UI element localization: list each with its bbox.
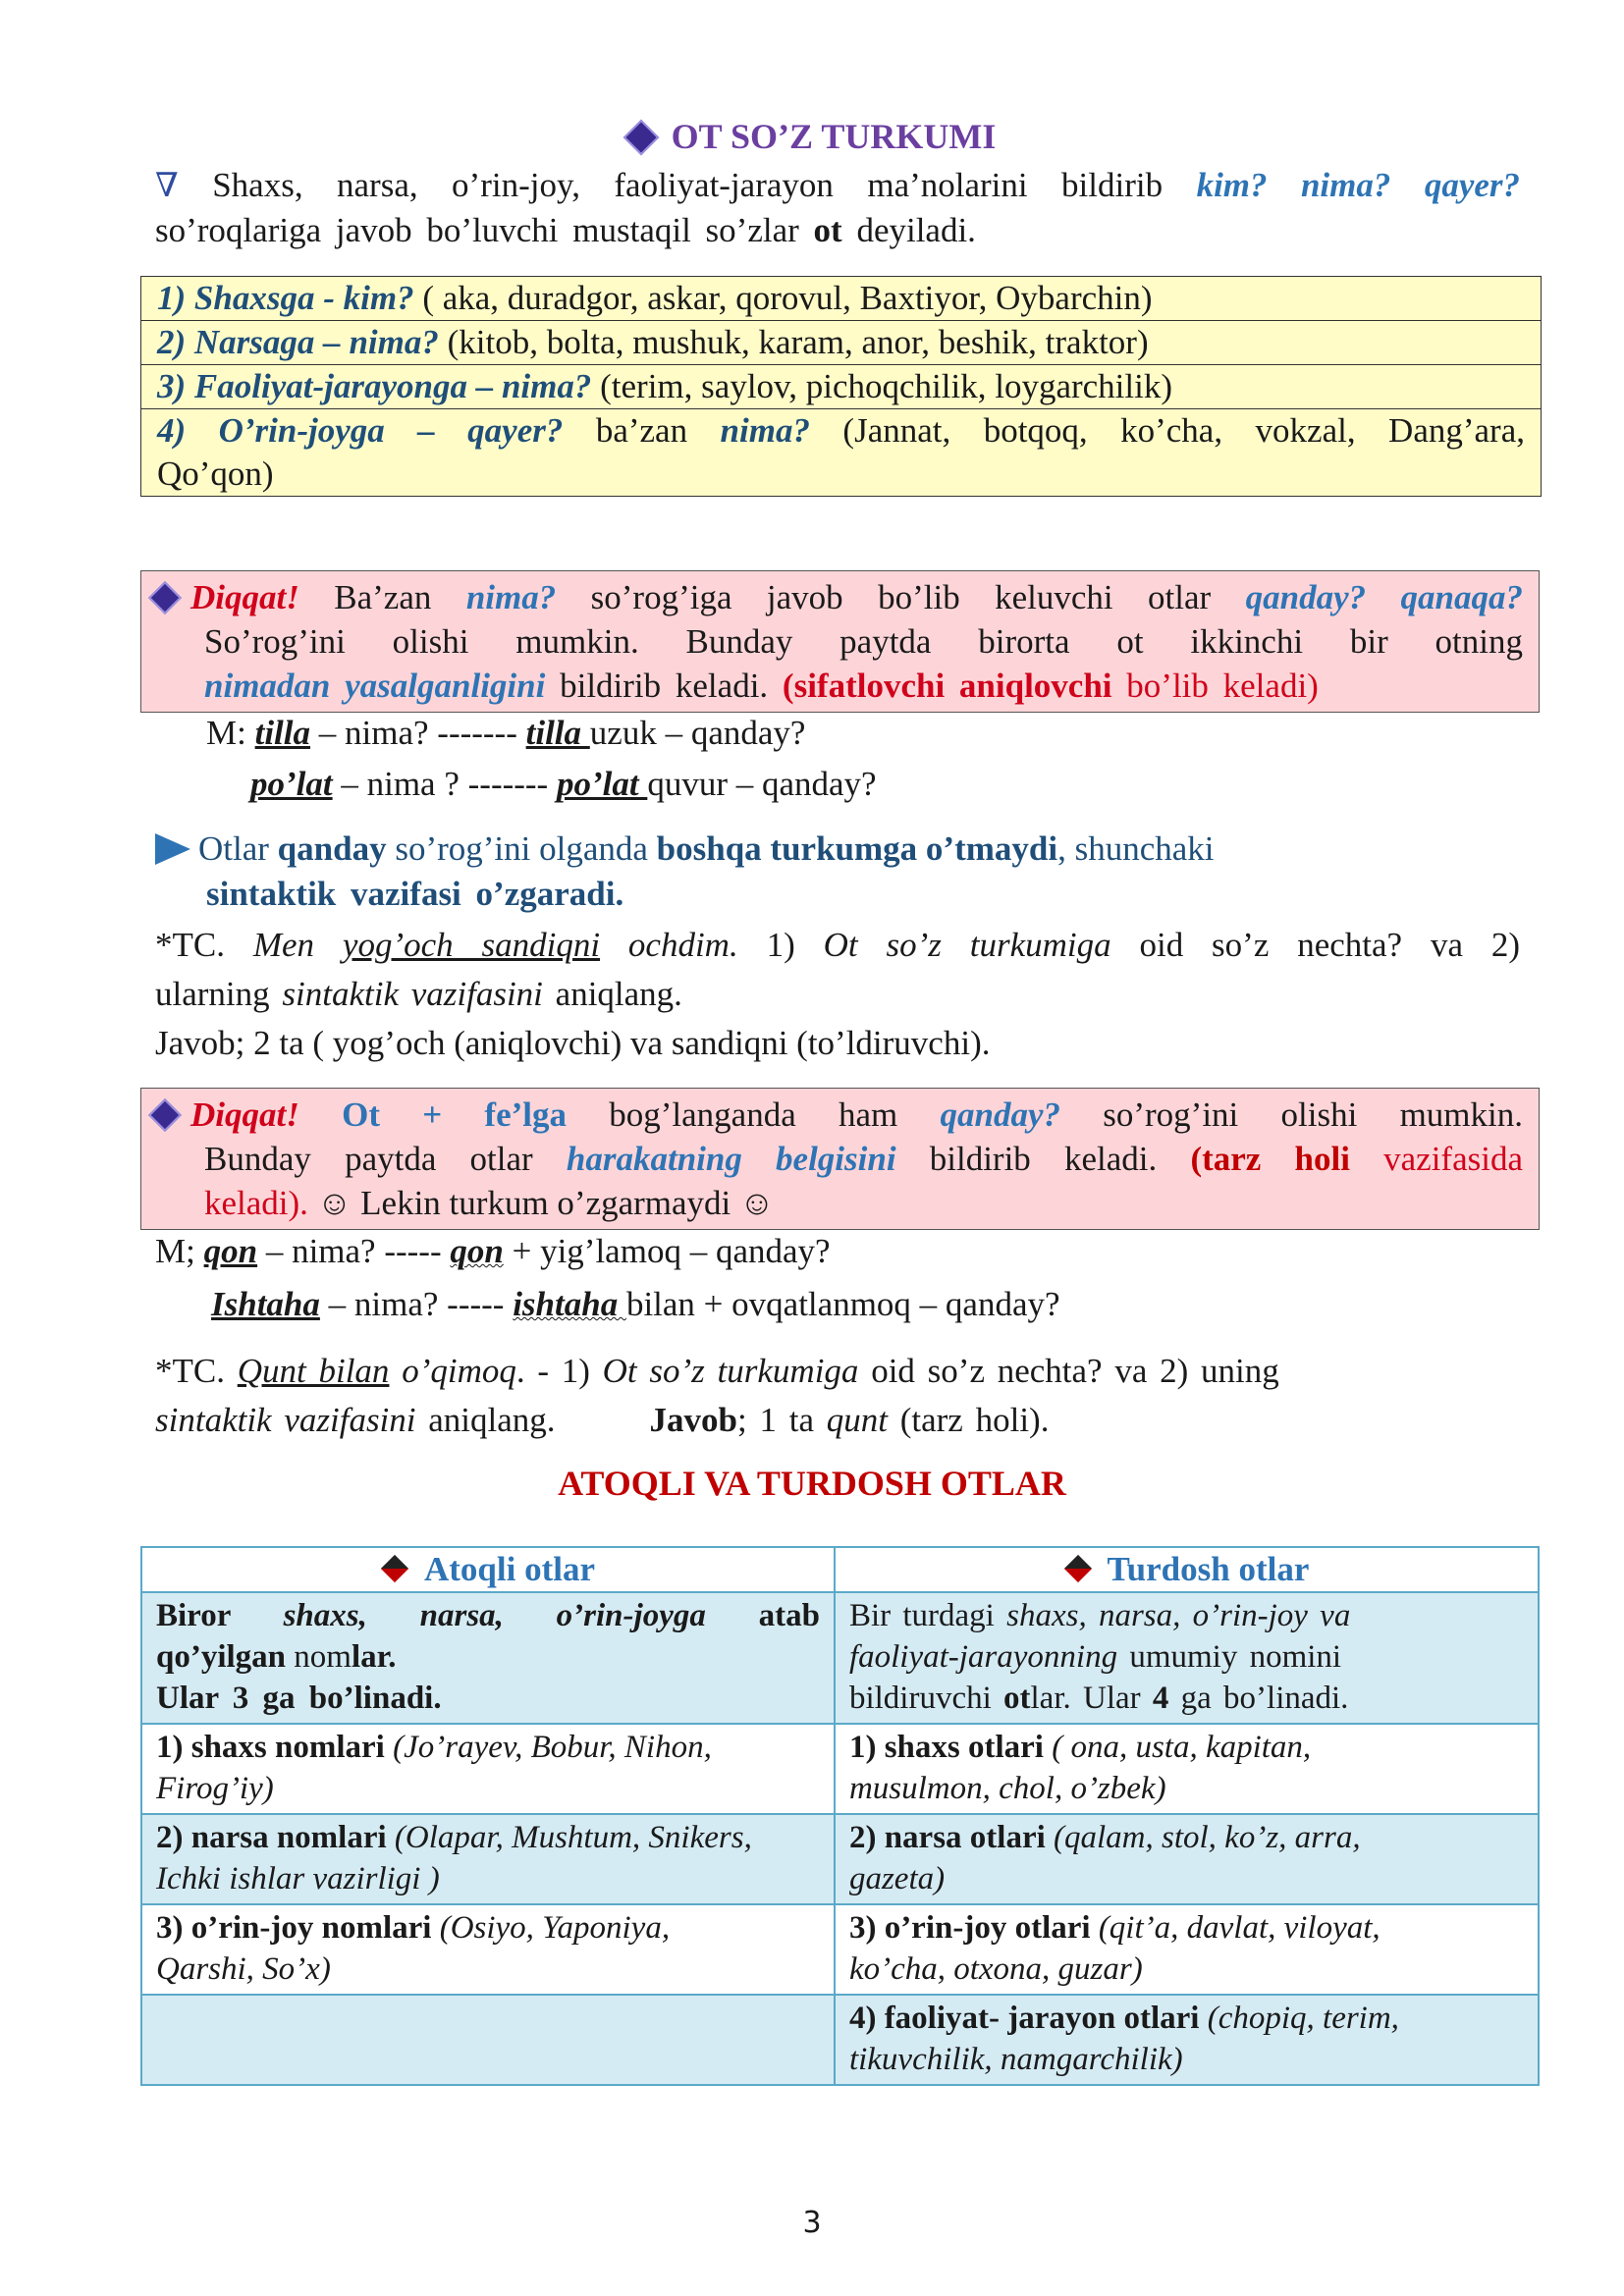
- cell-text: atab: [705, 1598, 820, 1633]
- diamond-icon: [623, 119, 659, 155]
- example-text: bilan + ovqatlanmoq – qanday?: [625, 1285, 1060, 1323]
- cell-line: [849, 1817, 1524, 1858]
- cell-line: [156, 1636, 820, 1678]
- table-header-common: [835, 1547, 1539, 1592]
- cell-text: (Olapar, Mushtum, Snikers,: [386, 1820, 752, 1855]
- header-text: Turdosh otlar: [1107, 1550, 1310, 1588]
- table-cell: [835, 1592, 1539, 1724]
- task-prefix: *TC.: [155, 926, 253, 964]
- diqqat-label: Diqqat!: [190, 1095, 299, 1134]
- example-prefix: M:: [206, 714, 255, 752]
- note-text: ☺ Lekin turkum o’zgarmaydi ☺: [307, 1184, 775, 1222]
- task-text: . - 1): [515, 1352, 603, 1390]
- type-label: 3) Faoliyat-jarayonga –: [157, 367, 502, 405]
- cell-text: ga bo’linadi.: [1168, 1681, 1349, 1716]
- task-text: Ot so’z turkumiga: [602, 1352, 859, 1390]
- table-cell: [141, 1814, 835, 1904]
- task-text: 1): [737, 926, 824, 964]
- cell-line: musulmon, chol, o’zbek): [848, 1771, 1166, 1806]
- noun-types-box: [140, 276, 1542, 497]
- cell-text: shaxs, narsa, o’rin-joyga: [283, 1598, 706, 1633]
- task-text: aniqlang.: [542, 975, 682, 1013]
- note2-line-3: [153, 1181, 1523, 1225]
- type-question-2: nima?: [720, 411, 810, 450]
- cell-text: umumiy nomini: [1117, 1639, 1342, 1675]
- task-text: ochdim.: [600, 926, 738, 964]
- note-question: nima?: [465, 578, 557, 616]
- note-emph: Ot + fe’lga: [298, 1095, 567, 1134]
- section-title: [0, 116, 1624, 157]
- cell-line: tikuvchilik, namgarchilik): [848, 2042, 1183, 2077]
- table-row: [141, 1995, 1539, 2085]
- section-title-text: OT SO’Z TURKUMI: [671, 117, 997, 156]
- task-text: Men: [252, 926, 343, 964]
- note-red: bo’lib keladi): [1111, 667, 1319, 705]
- task-2-line-2: [155, 1398, 1049, 1443]
- example-text: + yig’lamoq – qanday?: [503, 1232, 831, 1270]
- example-1-line-2: [250, 762, 877, 807]
- cell-line: [156, 1907, 820, 1949]
- cell-line: [156, 1727, 820, 1768]
- example-word: tilla: [525, 714, 590, 752]
- task-2-line-1: [155, 1349, 1279, 1394]
- table-row: [141, 1724, 1539, 1814]
- note-box-1: [140, 570, 1540, 713]
- table-cell: [835, 1814, 1539, 1904]
- cell-line: [849, 1727, 1524, 1768]
- note-text: so’rog’ini olishi mumkin.: [1060, 1095, 1523, 1134]
- task-text: aniqlang.: [415, 1401, 556, 1439]
- note-text: bildirib keladi.: [895, 1140, 1191, 1178]
- type-examples: (terim, saylov, pichoqchilik, loygarchilik): [591, 367, 1173, 405]
- def-text-2: so’roqlariga javob bo’luvchi mustaqil so’zlar: [155, 211, 814, 249]
- noun-type-row: [141, 277, 1541, 321]
- arrow-icon: [155, 833, 190, 865]
- cell-text: 3) o’rin-joy nomlari: [156, 1910, 432, 1946]
- diqqat-label: Diqqat!: [190, 578, 299, 616]
- cell-text: ( ona, usta, kapitan,: [1043, 1730, 1312, 1765]
- example-text: – nima? -------: [310, 714, 526, 752]
- cell-text: 1) shaxs otlari: [848, 1730, 1044, 1765]
- cell-text: Bir turdagi: [848, 1598, 1007, 1633]
- cell-line: [849, 1678, 1524, 1719]
- task-text: qunt: [826, 1401, 888, 1439]
- example-2-line-1: [155, 1229, 831, 1274]
- task-answer-label: Javob: [649, 1401, 738, 1439]
- note-question: qanday? qanaqa?: [1245, 578, 1523, 616]
- note-red: vazifasida: [1349, 1140, 1523, 1178]
- cell-line: Qarshi, So’x): [156, 1951, 331, 1987]
- example-word: qon: [203, 1232, 258, 1270]
- example-1-line-1: [206, 711, 805, 756]
- note2-line-1: [153, 1093, 1523, 1137]
- rule-text: Otlar: [198, 829, 278, 868]
- cell-line: [849, 1636, 1524, 1678]
- cell-text: 2) narsa otlari: [848, 1820, 1046, 1855]
- note-emph: nimadan yasalganligini: [204, 667, 546, 705]
- type-examples: (kitob, bolta, mushuk, karam, anor, beshik, traktor): [438, 323, 1149, 361]
- example-word: qon: [450, 1232, 504, 1270]
- cell-text: qo’yilgan: [156, 1639, 287, 1675]
- cell-line: Ular 3 ga bo’linadi.: [156, 1681, 442, 1716]
- section-title-2: ATOQLI VA TURDOSH OTLAR: [558, 1464, 1066, 1503]
- task-prefix: *TC.: [155, 1352, 238, 1390]
- task-text: oid so’z nechta? va 2) uning: [858, 1352, 1279, 1390]
- task-text: Ot so’z turkumiga: [823, 926, 1111, 964]
- type-label: 1) Shaxsga -: [157, 279, 344, 317]
- note-text: Ba’zan: [298, 578, 466, 616]
- cell-text: (Jo’rayev, Bobur, Nihon,: [384, 1730, 712, 1765]
- task-text: sintaktik vazifasini: [282, 975, 543, 1013]
- cell-text: 3) o’rin-joy otlari: [848, 1910, 1091, 1946]
- example-text: uzuk – qanday?: [589, 714, 806, 752]
- example-word: po’lat: [556, 765, 648, 803]
- task-underlined: Qunt bilan: [237, 1352, 390, 1390]
- type-question: nima?: [501, 367, 592, 405]
- table-cell: [835, 1724, 1539, 1814]
- noun-type-row: [141, 365, 1541, 409]
- rule-emph: boshqa turkumga o’tmaydi: [656, 829, 1058, 868]
- cell-text: 1) shaxs nomlari: [156, 1730, 385, 1765]
- type-examples: (Jannat, botqoq, ko’cha, vokzal, Dang’ara,: [809, 411, 1525, 450]
- cell-text: 4: [1152, 1681, 1169, 1716]
- cell-text: nom: [286, 1639, 352, 1675]
- note-text: so’rog’iga javob bo’lib keluvchi otlar: [556, 578, 1246, 616]
- type-question: kim?: [343, 279, 414, 317]
- definition-line-1: [155, 163, 1520, 209]
- cell-line: [849, 1907, 1524, 1949]
- diamond-icon: [381, 1555, 408, 1582]
- cell-line: [849, 1998, 1524, 2039]
- table-cell: [141, 1904, 835, 1995]
- table-row: [141, 1592, 1539, 1724]
- def-text-3: deyiladi.: [841, 211, 976, 249]
- type-question: qayer?: [467, 411, 564, 450]
- note-box-2: [140, 1088, 1540, 1230]
- note-text: Bunday paytda otlar: [204, 1140, 567, 1178]
- cell-line: gazeta): [848, 1861, 946, 1896]
- task-text: ularning: [155, 975, 283, 1013]
- example-word: tilla: [254, 714, 311, 752]
- task-underlined: yog’och sandiqni: [342, 926, 601, 964]
- table-header-row: [141, 1547, 1539, 1592]
- task-text: oid so’z nechta? va 2): [1110, 926, 1520, 964]
- rule-text: , shunchaki: [1057, 829, 1215, 868]
- example-word: po’lat: [250, 765, 333, 803]
- proper-common-nouns-table: [140, 1546, 1540, 2086]
- rule-emph: qanday: [277, 829, 387, 868]
- cell-text: 2) narsa nomlari: [156, 1820, 387, 1855]
- rule-text: so’rog’ini olganda: [386, 829, 657, 868]
- note-question: qanday?: [940, 1095, 1060, 1134]
- nabla-icon: ∇: [155, 168, 179, 204]
- rule-line-2: sintaktik vazifasi o’zgaradi.: [206, 875, 624, 913]
- noun-type-row: [141, 321, 1541, 365]
- task-text: ; 1 ta: [737, 1401, 827, 1439]
- task-text: (tarz holi).: [887, 1401, 1050, 1439]
- example-text: – nima? -----: [257, 1232, 451, 1270]
- table-header-proper: [141, 1547, 835, 1592]
- cell-text: (Osiyo, Yaponiya,: [431, 1910, 671, 1946]
- example-text: quvur – qanday?: [647, 765, 877, 803]
- table-cell-empty: [141, 1995, 835, 2085]
- cell-text: (qalam, stol, ko’z, arra,: [1045, 1820, 1361, 1855]
- example-prefix: M;: [155, 1232, 204, 1270]
- table-cell: [141, 1724, 835, 1814]
- type-line: [157, 409, 1525, 453]
- cell-text: (qit’a, davlat, viloyat,: [1090, 1910, 1380, 1946]
- definition-line-2: [155, 208, 1520, 253]
- noun-type-row: [141, 409, 1541, 496]
- cell-text: bildiruvchi: [848, 1681, 1004, 1716]
- task-text: o’qimoq: [389, 1352, 516, 1390]
- cell-text: (chopiq, terim,: [1199, 2001, 1399, 2036]
- type-label: 2) Narsaga –: [157, 323, 350, 361]
- diamond-icon: [148, 1098, 182, 1132]
- task-text: sintaktik vazifasini: [155, 1401, 416, 1439]
- cell-line: Ichki ishlar vazirligi ): [156, 1861, 440, 1896]
- table-cell: [835, 1904, 1539, 1995]
- type-examples: ( aka, duradgor, askar, qorovul, Baxtiyor, Oybarchin): [413, 279, 1153, 317]
- type-mid: ba’zan: [563, 411, 721, 450]
- note1-line-3: [153, 664, 1523, 708]
- cell-line: [849, 1595, 1524, 1636]
- note1-line-2: So’rog’ini olishi mumkin. Bunday paytda birorta ot ikkinchi bir otning: [204, 622, 1523, 661]
- note-red: (tarz holi: [1190, 1140, 1350, 1178]
- cell-line: Firog’iy): [156, 1771, 274, 1806]
- rule-line-1: [155, 827, 1402, 872]
- note1-line-1: [153, 575, 1523, 619]
- cell-text: lar. Ular: [1030, 1681, 1153, 1716]
- example-text: – nima ? -------: [332, 765, 557, 803]
- task-1-line-2: [155, 972, 682, 1017]
- task-1-line-1: [155, 923, 1520, 968]
- type-examples-2: Qo’qon): [157, 454, 274, 493]
- note-text: bildirib keladi.: [545, 667, 783, 705]
- note-red: (sifatlovchi aniqlovchi: [782, 667, 1112, 705]
- note-red: keladi).: [204, 1184, 308, 1222]
- cell-text: faoliyat-jarayonning: [848, 1639, 1118, 1675]
- table-cell: [835, 1995, 1539, 2085]
- cell-text: Biror: [156, 1598, 284, 1633]
- table-row: [141, 1904, 1539, 1995]
- diamond-icon: [1064, 1555, 1092, 1582]
- page-number: 3: [802, 2206, 822, 2240]
- cell-line: [156, 1817, 820, 1858]
- cell-text: 4) faoliyat- jarayon otlari: [848, 2001, 1200, 2036]
- cell-text: lar.: [351, 1639, 397, 1675]
- task-1-answer: Javob; 2 ta ( yog’och (aniqlovchi) va sandiqni (to’ldiruvchi).: [155, 1024, 991, 1062]
- example-word: Ishtaha: [211, 1285, 320, 1323]
- def-text: Shaxs, narsa, o’rin-joy, faoliyat-jarayon ma’nolarini bildirib: [212, 166, 1197, 204]
- table-row: [141, 1814, 1539, 1904]
- example-word: ishtaha: [513, 1285, 626, 1323]
- table-cell: [141, 1592, 835, 1724]
- def-term: ot: [813, 211, 842, 249]
- cell-text: shaxs, narsa, o’rin-joy va: [1006, 1598, 1351, 1633]
- def-questions: kim? nima? qayer?: [1196, 166, 1521, 204]
- cell-text: ot: [1003, 1681, 1031, 1716]
- note-text: bog’langanda ham: [567, 1095, 941, 1134]
- type-question: nima?: [349, 323, 439, 361]
- diamond-icon: [148, 581, 182, 614]
- header-text: Atoqli otlar: [423, 1550, 595, 1588]
- cell-line: ko’cha, otxona, guzar): [848, 1951, 1143, 1987]
- example-text: – nima? -----: [319, 1285, 514, 1323]
- note2-line-2: [153, 1137, 1523, 1181]
- note-emph: harakatning belgisini: [566, 1140, 896, 1178]
- type-label: 4) O’rin-joyga –: [157, 411, 468, 450]
- example-2-line-2: [211, 1282, 1060, 1327]
- cell-line: [156, 1595, 820, 1636]
